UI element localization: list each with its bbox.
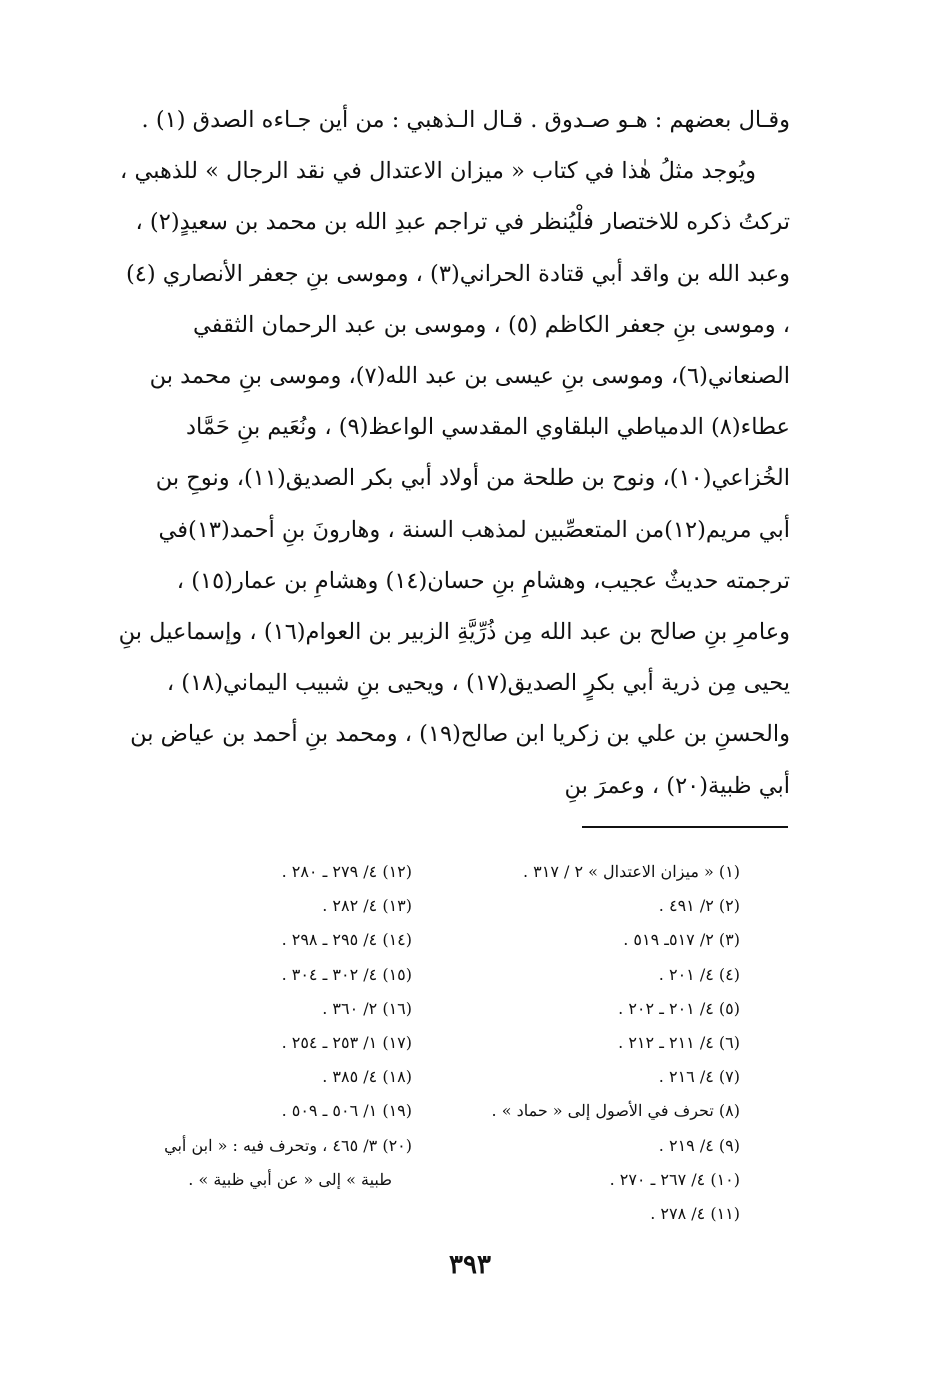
footnote: (٥) ٤/ ٢٠١ ـ ٢٠٢ .: [618, 998, 740, 1018]
footnote: (١٧) ١/ ٢٥٣ ـ ٢٥٤ .: [281, 1033, 412, 1053]
footnote: (١٠) ٤/ ٢٦٧ ـ ٢٧٠ .: [609, 1169, 740, 1189]
footnote-continuation: طبية » إلى « عن أبي ظبية » .: [188, 1169, 392, 1189]
footnote: (١١) ٤/ ٢٧٨ .: [650, 1204, 740, 1224]
footnotes-left-column: [110, 855, 412, 1197]
footnote: (٧) ٤/ ٢١٦ .: [658, 1067, 740, 1087]
footnote-separator: [582, 826, 788, 828]
footnote: (٨) تحرف في الأصول إلى « حماد » .: [491, 1101, 740, 1121]
footnote: (٩) ٤/ ٢١٩ .: [658, 1135, 740, 1155]
footnotes-right-column: [455, 855, 740, 1231]
footnote: (١٩) ١/ ٥٠٦ ـ ٥٠٩ .: [281, 1101, 412, 1121]
main-text: [118, 95, 790, 812]
paragraph: وقـال بعضهم : هـو صـدوق . قـال الـذهبي : من أين جـاءه الصدق (١) .: [141, 107, 790, 133]
footnote: (٢) ٢/ ٤٩١ .: [658, 896, 740, 916]
page-number: ٣٩٣: [449, 1250, 491, 1280]
footnote: (١) « ميزان الاعتدال » ٢ / ٣١٧ .: [522, 862, 740, 881]
footnote: (٢٠) ٣/ ٤٦٥ ، وتحرف فيه : « ابن أبي: [164, 1135, 412, 1155]
footnote: (٦) ٤/ ٢١١ ـ ٢١٢ .: [618, 1033, 740, 1053]
paragraph: ويُوجد مثلُ هٰذا في كتاب « ميزان الاعتدال في نقد الرجال » للذهبي ، تركتُ ذكره للاختصار فلْيُنظر في تراجم عبدِ الله بن محمد بن سعيدٍ(٢) ، وعبد الله بن واقد أبي قتادة الحراني(٣) ، وموسى بنِ جعفر الأنصاري (٤) ، وموسى بنِ جعفر الكاظم (٥) ، وموسى بن عبد الرحمان الثقفي الصنعاني(٦)، وموسى بنِ عيسى بن عبد الله(٧)، وموسى بنِ محمد بن عطاء(٨) الدمياطي البلقاوي المقدسي الواعظ(٩) ، ونُعَيم بنِ حَمَّاد الخُزاعي(١٠)، ونوح بن طلحة من أولاد أبي بكر الصديق(١١)، ونوحِ بن أبي مريم(١٢)من المتعصِّبين لمذهب السنة ، وهارونَ بنِ أحمد(١٣)في ترجمته حديثٌ عجيب، وهشامِ بنِ حسان(١٤) وهشامِ بن عمار(١٥) ، وعامرِ بنِ صالح بن عبد الله مِن ذُرِّيَّةِ الزبير بن العوام(١٦) ، وإسماعيل بنِ يحيى مِن ذرية أبي بكرٍ الصديق(١٧) ، ويحيى بنِ شبيب اليماني(١٨) ، والحسنِ بن علي بن زكريا ابن صالح(١٩) ، ومحمد بنِ أحمد بن عياض بن أبي ظبية(٢٠) ، وعمرَ بنِ: [118, 158, 790, 799]
footnote: (١٣) ٤/ ٢٨٢ .: [322, 896, 412, 916]
footnote: (١٢) ٤/ ٢٧٩ ـ ٢٨٠ .: [281, 862, 412, 881]
footnote: (٣) ٢/ ٥١٧ـ ٥١٩ .: [623, 930, 740, 950]
footnote: (١٨) ٤/ ٣٨٥ .: [322, 1067, 412, 1087]
footnote: (١٥) ٤/ ٣٠٢ ـ ٣٠٤ .: [281, 964, 412, 984]
footnote: (١٦) ٢/ ٣٦٠ .: [322, 998, 412, 1018]
footnote: (١٤) ٤/ ٢٩٥ ـ ٢٩٨ .: [281, 930, 412, 950]
footnote: (٤) ٤/ ٢٠١ .: [658, 964, 740, 984]
